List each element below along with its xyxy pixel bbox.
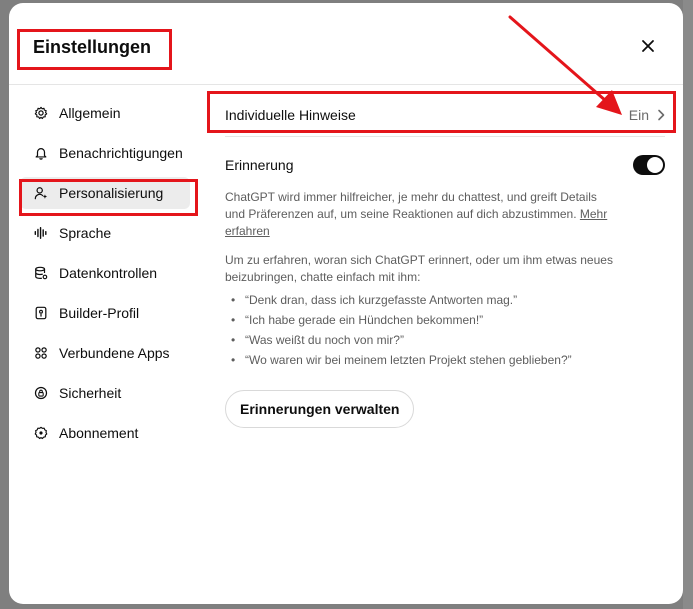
sidebar-item-datenkontrollen[interactable]	[20, 257, 190, 289]
sidebar-item-label: Sicherheit	[59, 385, 122, 401]
sidebar-item-benachrichtigungen[interactable]	[20, 137, 190, 169]
close-icon	[641, 39, 655, 53]
sidebar-item-label: Verbundene Apps	[59, 345, 170, 361]
apps-grid-icon	[33, 345, 49, 361]
sidebar-item-label: Datenkontrollen	[59, 265, 158, 281]
audio-wave-icon	[33, 225, 49, 241]
list-item: • “Was weißt du noch von mir?”	[225, 330, 665, 350]
dialog-title: Einstellungen	[33, 37, 152, 57]
custom-instructions-row[interactable]	[225, 93, 665, 137]
memory-examples-list	[225, 290, 665, 370]
close-button[interactable]	[633, 31, 663, 61]
sidebar-item-allgemein[interactable]	[20, 97, 190, 129]
bell-icon	[33, 145, 49, 161]
sidebar-item-label: Sprache	[59, 225, 112, 241]
toggle-knob	[647, 157, 663, 173]
shield-lock-icon	[33, 385, 49, 401]
user-sparkle-icon	[33, 185, 49, 201]
settings-sidebar	[20, 97, 190, 457]
gear-icon	[33, 105, 49, 121]
page-backdrop	[683, 0, 693, 609]
sidebar-item-label: Personalisierung	[59, 185, 164, 201]
sidebar-item-label: Abonnement	[59, 425, 139, 441]
list-item: • “Denk dran, dass ich kurzgefasste Antworten mag.”	[225, 290, 665, 310]
memory-row	[225, 149, 665, 181]
memory-toggle[interactable]	[633, 155, 665, 175]
manage-memories-button[interactable]: Erinnerungen verwalten	[225, 390, 414, 428]
personalization-panel	[225, 93, 665, 428]
memory-label: Erinnerung	[225, 157, 294, 173]
sidebar-item-label: Builder-Profil	[59, 305, 140, 321]
custom-instructions-status: Ein	[628, 106, 649, 123]
memory-description-text: ChatGPT wird immer hilfreicher, je mehr du chattest, und greift Details und Präferenzen auf, um seine Reaktionen auf dich abzustimmen.	[225, 190, 597, 221]
learn-more-link[interactable]: Mehr erfahren	[225, 207, 608, 238]
sidebar-item-label: Benachrichtigungen	[59, 145, 183, 161]
sidebar-item-verbundene-apps[interactable]	[20, 337, 190, 369]
chevron-right-icon	[657, 109, 665, 121]
custom-instructions-value	[629, 107, 665, 123]
sidebar-item-builder-profil[interactable]	[20, 297, 190, 329]
sidebar-item-sprache[interactable]	[20, 217, 190, 249]
memory-help-text: Um zu erfahren, woran sich ChatGPT erinnert, oder um ihm etwas neues beizubringen, chatte einfach mit ihm:	[225, 253, 613, 284]
dialog-header	[9, 3, 683, 85]
list-item: • “Wo waren wir bei meinem letzten Projekt stehen geblieben?”	[225, 350, 665, 370]
sidebar-item-personalisierung[interactable]	[20, 177, 190, 209]
sidebar-item-abonnement[interactable]	[20, 417, 190, 449]
id-card-icon	[33, 305, 49, 321]
database-icon	[33, 265, 49, 281]
memory-description	[225, 189, 615, 240]
sidebar-item-sicherheit[interactable]	[20, 377, 190, 409]
sidebar-item-label: Allgemein	[59, 105, 121, 121]
list-item: • “Ich habe gerade ein Hündchen bekommen!”	[225, 310, 665, 330]
settings-dialog	[9, 3, 683, 604]
custom-instructions-label: Individuelle Hinweise	[225, 106, 356, 123]
subscription-icon	[33, 425, 49, 441]
